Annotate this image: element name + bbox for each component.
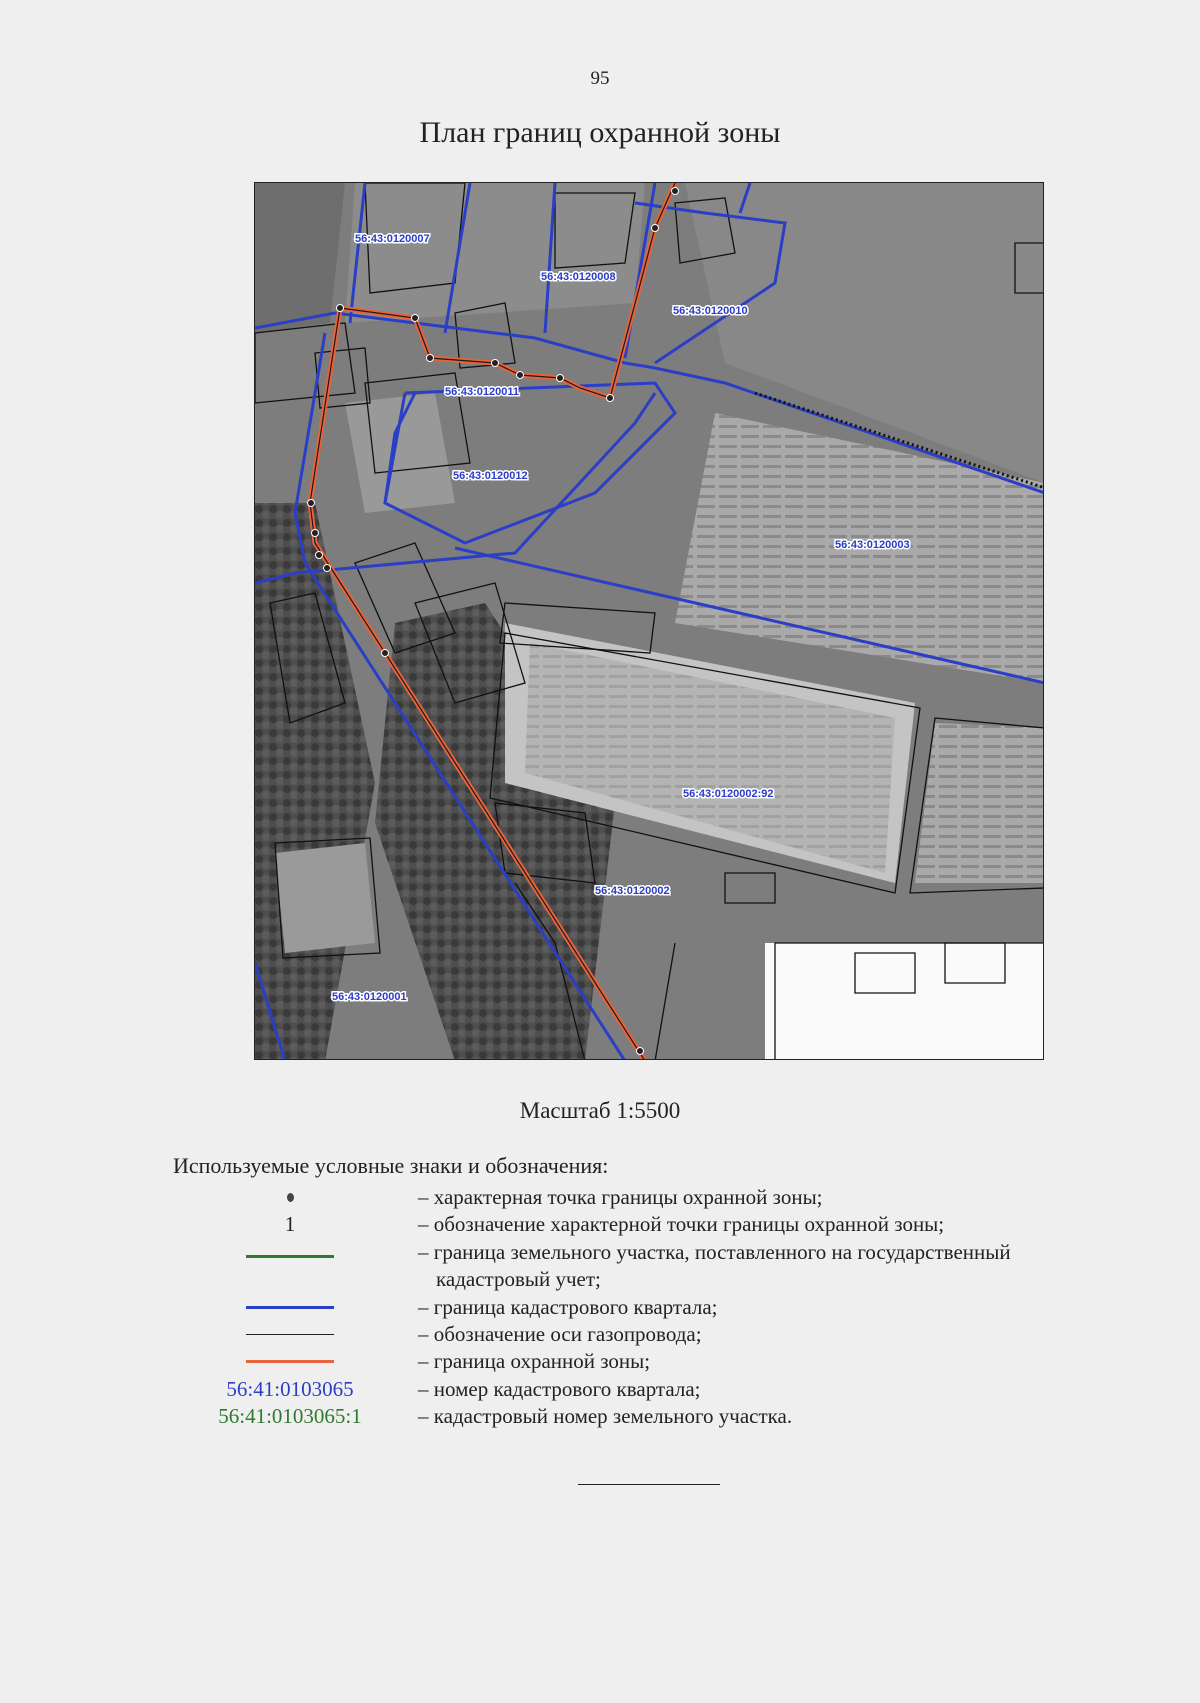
legend-item [0, 1402, 1200, 1430]
quarter-label: 56:43:0120002:92 [683, 788, 774, 800]
legend-item [0, 1183, 1200, 1211]
legend-desc: – обозначение характерной точки границы охранной зоны; [418, 1212, 945, 1236]
blue-line-symbol [246, 1306, 334, 1309]
map-canvas [255, 183, 1044, 1060]
orange-line-symbol [246, 1360, 334, 1363]
quarter-label: 56:43:0120001 [332, 991, 407, 1003]
legend-desc: – номер кадастрового квартала; [418, 1377, 701, 1401]
legend-desc: – граница земельного участка, поставленного на государственный [418, 1240, 1011, 1264]
quarter-label: 56:43:0120011 [445, 386, 520, 398]
legend-item [0, 1210, 1200, 1238]
legend-desc-continued: кадастровый учет; [436, 1267, 601, 1291]
closing-rule [578, 1484, 720, 1485]
legend-parcel-number-sample: 56:41:0103065:1 [218, 1403, 362, 1428]
legend-desc: – кадастровый номер земельного участка. [418, 1404, 793, 1428]
page-title: План границ охранной зоны [419, 116, 781, 149]
blank-area [765, 943, 1044, 1060]
dot-icon [287, 1193, 294, 1202]
green-line-symbol [246, 1255, 334, 1258]
page-number: 95 [590, 68, 610, 89]
quarter-label: 56:43:0120008 [541, 271, 616, 283]
quarter-label: 56:43:0120007 [355, 233, 430, 245]
black-line-symbol [246, 1334, 334, 1335]
legend-number-symbol: 1 [284, 1211, 296, 1236]
quarter-label: 56:43:0120002 [595, 885, 670, 897]
legend-item [0, 1238, 1200, 1266]
map-scale: Масштаб 1:5500 [519, 1098, 681, 1123]
legend-desc: – характерная точка границы охранной зоны; [418, 1185, 823, 1209]
quarter-label: 56:43:0120010 [673, 305, 748, 317]
legend-desc: – граница охранной зоны; [418, 1349, 651, 1373]
legend-desc: – граница кадастрового квартала; [418, 1295, 718, 1319]
quarter-label: 56:43:0120003 [835, 539, 910, 551]
legend-item [0, 1320, 1200, 1348]
legend-title: Используемые условные знаки и обозначения: [173, 1153, 609, 1178]
protection-zone-map [254, 182, 1044, 1060]
legend-item [0, 1265, 1200, 1293]
legend-item [0, 1375, 1200, 1403]
quarter-label: 56:43:0120012 [453, 470, 528, 482]
legend-desc: – обозначение оси газопровода; [418, 1322, 702, 1346]
legend-item [0, 1293, 1200, 1321]
legend-item [0, 1347, 1200, 1375]
legend-quarter-number-sample: 56:41:0103065 [226, 1376, 354, 1401]
